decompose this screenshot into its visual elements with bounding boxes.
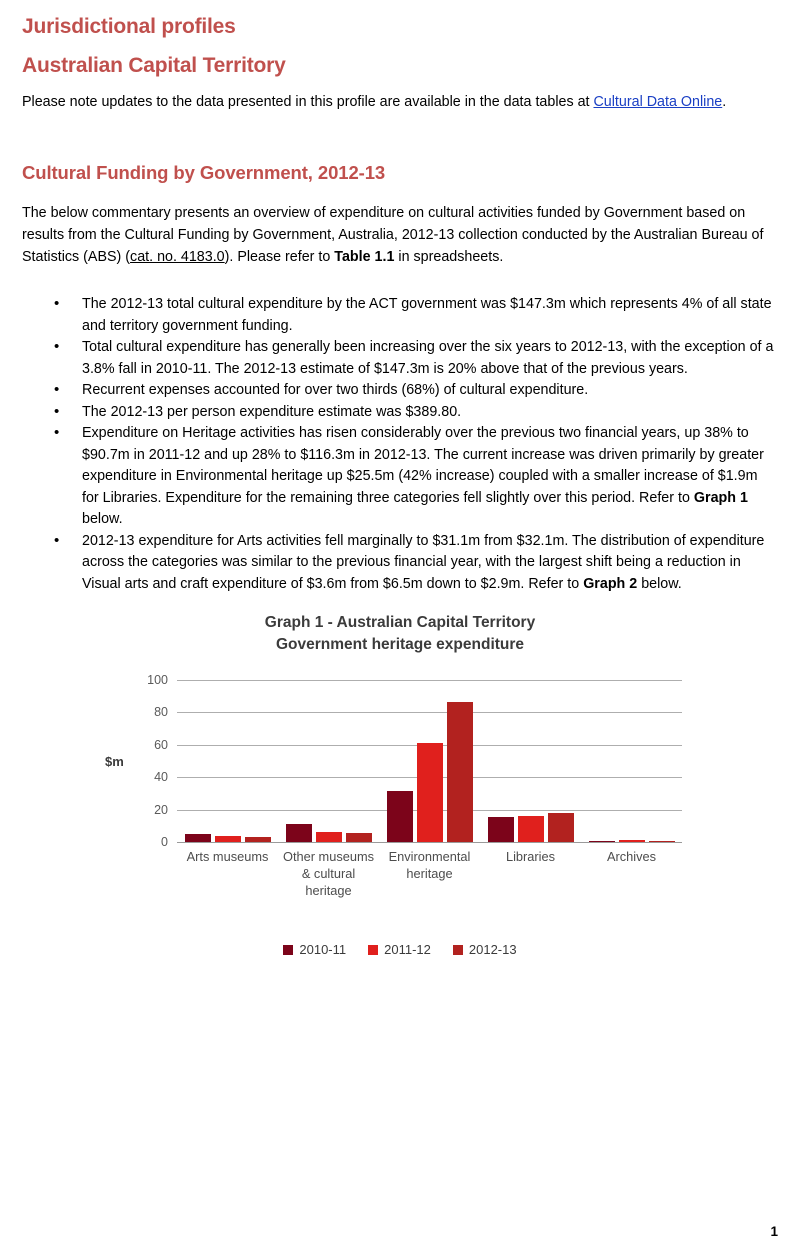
bar — [346, 833, 372, 842]
bullet-text: Expenditure on Heritage activities has risen considerably over the previous two financial years, up 38% to $90.7m in 2011-12 and up 28% to $116.3m in 2012-13. The current increase was driven primarily by greater expenditure in Environmental heritage up $25.5m (42% increase) coupled with a smaller increase of $1.9m for Libraries. Expenditure for the remaining three categories fell slightly over this period. Refer to — [82, 425, 764, 506]
bar — [286, 824, 312, 842]
bullet-text: 2012-13 expenditure for Arts activities fell marginally to $31.1m from $32.1m. The distribution of expenditure across the categories was similar to the previous financial year, with the largest shift being a reduction in Visual arts and craft expenditure of $3.6m from $6.5m down to $2.9m. Refer to — [82, 532, 765, 592]
legend-item — [368, 942, 431, 957]
x-axis-label: Other museums & cultural heritage — [282, 849, 375, 898]
legend-label: 2010-11 — [299, 942, 347, 957]
chart-title-line-2: Government heritage expenditure — [275, 636, 525, 653]
bar — [488, 817, 514, 842]
bullet-text-tail: below. — [82, 511, 123, 527]
bar — [589, 841, 615, 842]
bar-group — [177, 680, 278, 842]
y-axis-tick: 0 — [161, 835, 168, 849]
page-subtitle: Australian Capital Territory — [22, 54, 286, 77]
legend-label: 2012-13 — [468, 942, 517, 957]
graph-1-reference: Graph 1 — [693, 489, 748, 506]
page-number: 1 — [770, 1224, 778, 1239]
graph-1-chart — [22, 612, 778, 972]
intro-text-part3: in spreadsheets. — [394, 249, 504, 265]
list-item — [22, 337, 778, 380]
chart-title — [22, 612, 778, 656]
bullet-text: The 2012-13 per person expenditure estimate was $389.80. — [82, 403, 462, 420]
bar — [245, 837, 271, 842]
note-text-suffix: . — [722, 94, 727, 110]
bar — [387, 791, 413, 842]
chart-title-line-1: Graph 1 - Australian Capital Territory — [264, 614, 536, 631]
abs-catalogue-number: cat. no. 4183.0 — [130, 249, 225, 265]
note-text-prefix: Please note updates to the data presented in this profile are available in the data tables at — [22, 94, 594, 110]
list-item — [22, 294, 778, 337]
chart-x-axis-labels — [177, 848, 682, 899]
list-item — [22, 380, 778, 402]
chart-plot-area — [147, 673, 682, 849]
chart-legend — [22, 942, 778, 957]
gridline — [161, 835, 682, 849]
legend-label: 2011-12 — [384, 942, 431, 957]
y-axis-tick: 100 — [147, 673, 168, 687]
legend-swatch — [283, 945, 293, 955]
bar — [316, 832, 342, 842]
bar — [649, 841, 675, 842]
chart-bar-groups — [177, 680, 682, 842]
bar — [215, 836, 241, 842]
bar — [185, 834, 211, 842]
intro-paragraph — [22, 185, 778, 268]
bar-group — [278, 680, 379, 842]
bullet-text: Total cultural expenditure has generally been increasing over the six years to 2012-13, with the exception of a 3.8% fall in 2010-11. The 2012-13 estimate of $147.3m is 20% above that of the previous years. — [82, 339, 774, 377]
x-axis-label: Libraries — [505, 849, 556, 864]
bullet-text: Recurrent expenses accounted for over two thirds (68%) of cultural expenditure. — [82, 382, 589, 398]
y-axis-tick: 80 — [154, 705, 168, 720]
bar — [417, 743, 443, 842]
bar — [447, 702, 473, 842]
bullet-text-tail: below. — [637, 575, 682, 592]
y-axis-tick: 20 — [154, 802, 168, 817]
intro-text-part1: The below commentary presents an overview of expenditure on cultural activities funded by Government based on results from the Cultural Funding by Government, Australia, 2012-13 collection conducted by the Australian Bureau of Statistics (ABS) ( — [22, 205, 764, 265]
bar-group — [379, 680, 480, 842]
legend-swatch — [368, 945, 378, 955]
section-title: Cultural Funding by Government, 2012-13 — [22, 162, 386, 183]
cultural-data-online-link[interactable]: Cultural Data Online — [593, 94, 723, 110]
x-axis-label: Arts museums — [186, 849, 269, 864]
bullet-text: The 2012-13 total cultural expenditure by the ACT government was $147.3m which represents 4% of all state and territory government funding. — [82, 296, 772, 334]
bar-group — [581, 680, 682, 842]
list-item — [22, 531, 778, 596]
list-item — [22, 423, 778, 531]
table-reference: Table 1.1 — [334, 249, 395, 265]
legend-item — [283, 942, 346, 957]
x-axis-label: Environmental heritage — [388, 849, 471, 881]
y-axis-label: $m — [105, 754, 124, 769]
y-axis-tick: 40 — [154, 770, 168, 785]
legend-swatch — [453, 945, 463, 955]
page-title: Jurisdictional profiles — [22, 15, 236, 38]
bar-group — [480, 680, 581, 842]
bar — [518, 816, 544, 842]
commentary-bullet-list — [22, 268, 778, 595]
graph-2-reference: Graph 2 — [583, 575, 638, 592]
x-axis-label: Archives — [606, 849, 657, 864]
bar — [548, 813, 574, 842]
list-item — [22, 402, 778, 424]
intro-text-part2: ). Please refer to — [224, 249, 335, 265]
bar — [619, 840, 645, 842]
data-update-note — [22, 79, 778, 113]
legend-item — [453, 942, 517, 957]
y-axis-tick: 60 — [154, 737, 168, 752]
